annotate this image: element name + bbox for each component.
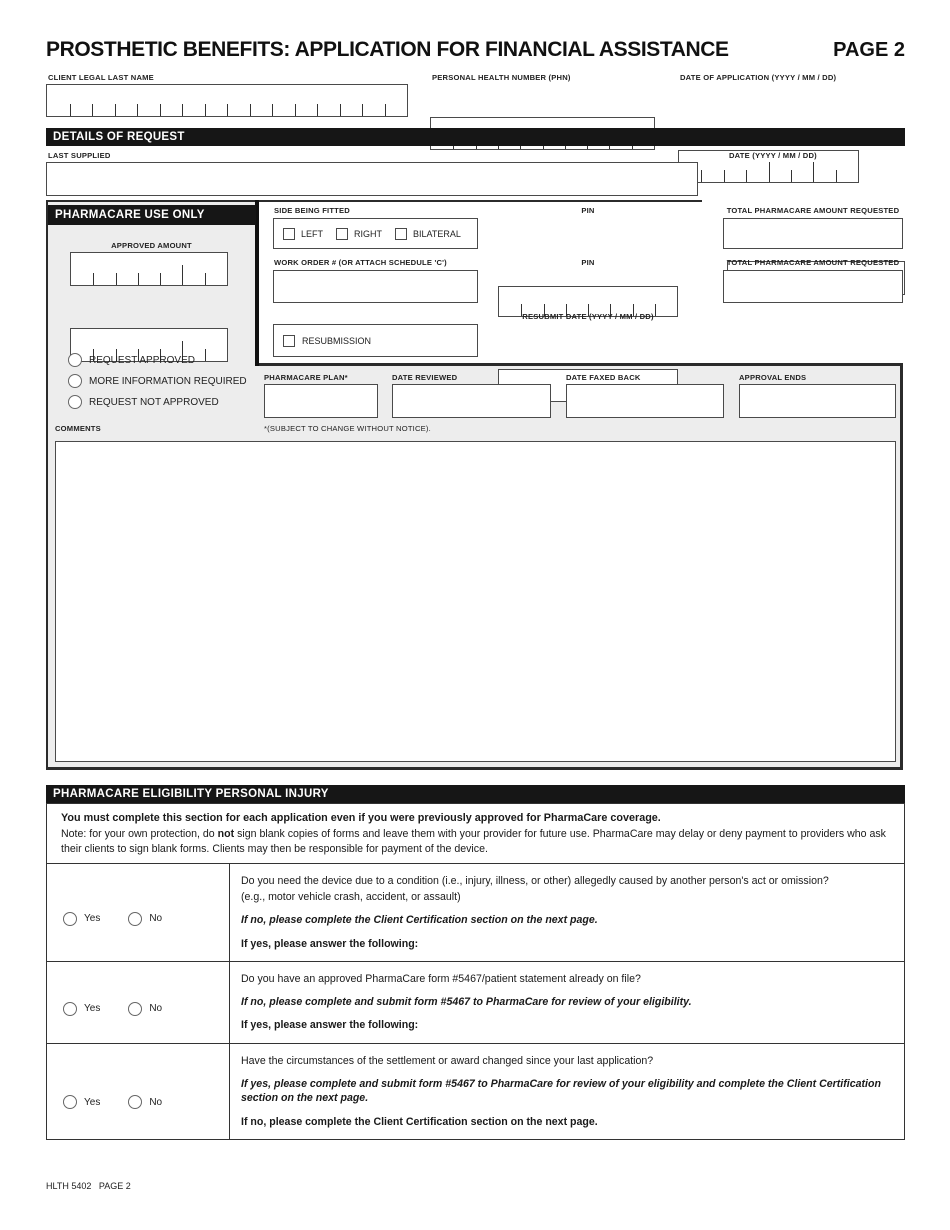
question-line: (e.g., motor vehicle crash, accident, or assault) [241,891,461,903]
date-reviewed-input[interactable] [392,384,551,418]
side-being-fitted-group [273,218,478,249]
question-line: Do you need the device due to a condition (i.e., injury, illness, or other) allegedly caused by another person's act or omission? [241,874,829,887]
pharmacare-plan-input[interactable] [264,384,378,418]
pharmacare-plan-label: PHARMACARE PLAN* [264,373,348,382]
eligibility-section-bar: PHARMACARE ELIGIBILITY PERSONAL INJURY [46,785,905,803]
question-line: If yes, please complete and submit form #5467 to PharmaCare for review of your eligibility and complete the Client Certification section on the next page. [241,1078,881,1105]
q1-no-radio[interactable] [128,912,142,926]
q1-no-option [128,877,162,961]
q1-no-label: No [149,913,163,925]
side-right-option [336,228,382,240]
question-line: If no, please complete the Client Certification section on the next page. [241,1115,598,1128]
section-bottom-border [46,767,903,770]
total-requested-input-2[interactable] [723,270,903,303]
page-number-label: PAGE 2 [833,39,905,61]
q3-yes-label: Yes [84,1096,101,1108]
pin-label-2: PIN [581,258,595,267]
q1-yes-option [63,877,100,961]
date-faxed-back-label: DATE FAXED BACK [566,373,641,382]
request-not-approved-label: REQUEST NOT APPROVED [89,396,219,408]
more-information-required-radio[interactable] [68,374,82,388]
bilateral-label: BILATERAL [413,228,461,239]
intro-note-pre: Note: for your own protection, do [61,827,218,840]
question-line: If yes, please answer the following: [241,1019,419,1032]
date-faxed-back-input[interactable] [566,384,724,418]
q3-yes-radio[interactable] [63,1095,77,1109]
q1-yes-label: Yes [84,913,101,925]
decision-option-row [68,374,247,388]
header [46,38,905,62]
date-reviewed-label: DATE REVIEWED [392,373,458,382]
date-of-application-label: DATE OF APPLICATION (YYYY / MM / DD) [680,73,837,82]
q3-yes-option [63,1066,100,1139]
q3-no-label: No [149,1096,163,1108]
question-line: Do you have an approved PharmaCare form #5467/patient statement already on file? [241,972,641,985]
q2-no-radio[interactable] [128,1002,142,1016]
work-order-label: WORK ORDER # (OR ATTACH SCHEDULE 'C') [274,258,447,267]
eligibility-row-2 [47,961,904,1043]
question-line: Have the circumstances of the settlement or award changed since your last application? [241,1054,654,1067]
q2-no-option [128,975,162,1043]
total-requested-label-2: TOTAL PHARMACARE AMOUNT REQUESTED [726,258,900,267]
q2-yes-radio[interactable] [63,1002,77,1016]
phn-label: PERSONAL HEALTH NUMBER (PHN) [432,73,571,82]
page-title: PROSTHETIC BENEFITS: APPLICATION FOR FINANCIAL ASSISTANCE [46,38,729,61]
section-right-border [900,363,903,770]
details-date-label: DATE (YYYY / MM / DD) [729,151,817,160]
yes-no-cell [47,962,230,1043]
request-approved-radio[interactable] [68,353,82,367]
eligibility-intro-note [61,827,890,857]
pharmacare-use-only-bar: PHARMACARE USE ONLY [48,205,256,225]
pin-label-1: PIN [581,206,595,215]
eligibility-table [46,803,905,1140]
question-text-cell [230,962,904,1043]
section-middle-border [255,363,903,366]
approval-ends-label: APPROVAL ENDS [739,373,807,382]
side-bilateral-option [395,228,461,240]
bilateral-checkbox[interactable] [395,228,407,240]
comments-label: COMMENTS [55,424,101,433]
section-top-border [46,200,702,202]
yes-no-cell [47,1044,230,1139]
resubmission-group [273,324,478,357]
pharmacare-use-only-section [46,200,903,770]
client-last-name-input[interactable] [46,84,408,117]
question-line: If yes, please answer the following: [241,937,419,950]
right-checkbox[interactable] [336,228,348,240]
left-label: LEFT [301,228,324,239]
more-information-required-label: MORE INFORMATION REQUIRED [89,375,247,387]
side-left-option [283,228,323,240]
q2-yes-label: Yes [84,1003,101,1015]
question-line: If no, please complete the Client Certification section on the next page. [241,914,598,927]
question-text-cell [230,864,904,961]
request-not-approved-radio[interactable] [68,395,82,409]
eligibility-row-3 [47,1043,904,1139]
plan-note: *(SUBJECT TO CHANGE WITHOUT NOTICE). [264,424,431,433]
question-line: If no, please complete and submit form #5467 to PharmaCare for review of your eligibility. [241,996,692,1009]
eligibility-intro-bold: You must complete this section for each application even if you were previously approved for PharmaCare coverage. [61,812,661,824]
side-being-fitted-label: SIDE BEING FITTED [274,206,350,215]
client-last-name-label: CLIENT LEGAL LAST NAME [48,73,154,82]
last-supplied-label: LAST SUPPLIED [48,151,111,160]
resubmission-checkbox[interactable] [283,335,295,347]
yes-no-cell [47,864,230,961]
total-requested-input-1[interactable] [723,218,903,249]
details-of-request-section-bar: DETAILS OF REQUEST [46,128,905,146]
q3-no-option [128,1066,162,1139]
q2-no-label: No [149,1003,163,1015]
section-left-border [46,200,48,770]
intro-note-post: sign blank copies of forms and leave them with your provider for future use. PharmaCare may delay or deny payment to providers who ask their clients to sign blank forms. Clients may then be responsible for payment of the device. [61,827,886,855]
right-label: RIGHT [354,228,383,239]
eligibility-row-1 [47,863,904,961]
question-text-cell [230,1044,904,1139]
form-number-footer: HLTH 5402 PAGE 2 [46,1181,131,1191]
intro-note-bold: not [217,827,235,840]
last-supplied-input[interactable] [46,162,698,196]
q3-no-radio[interactable] [128,1095,142,1109]
resubmit-date-label: RESUBMIT DATE (YYYY / MM / DD) [522,312,654,321]
total-requested-label-1: TOTAL PHARMACARE AMOUNT REQUESTED [726,206,900,215]
decision-option-row [68,395,219,409]
q2-yes-option [63,975,100,1043]
decision-option-row [68,353,195,367]
eligibility-intro [47,804,904,863]
comments-input[interactable] [55,441,896,762]
approved-amount-input-1[interactable] [70,252,228,286]
work-order-input[interactable] [273,270,478,303]
approval-ends-input[interactable] [739,384,896,418]
resubmission-label: RESUBMISSION [302,335,372,346]
left-checkbox[interactable] [283,228,295,240]
approved-amount-label: APPROVED AMOUNT [111,241,192,250]
q1-yes-radio[interactable] [63,912,77,926]
request-approved-label: REQUEST APPROVED [89,354,195,366]
